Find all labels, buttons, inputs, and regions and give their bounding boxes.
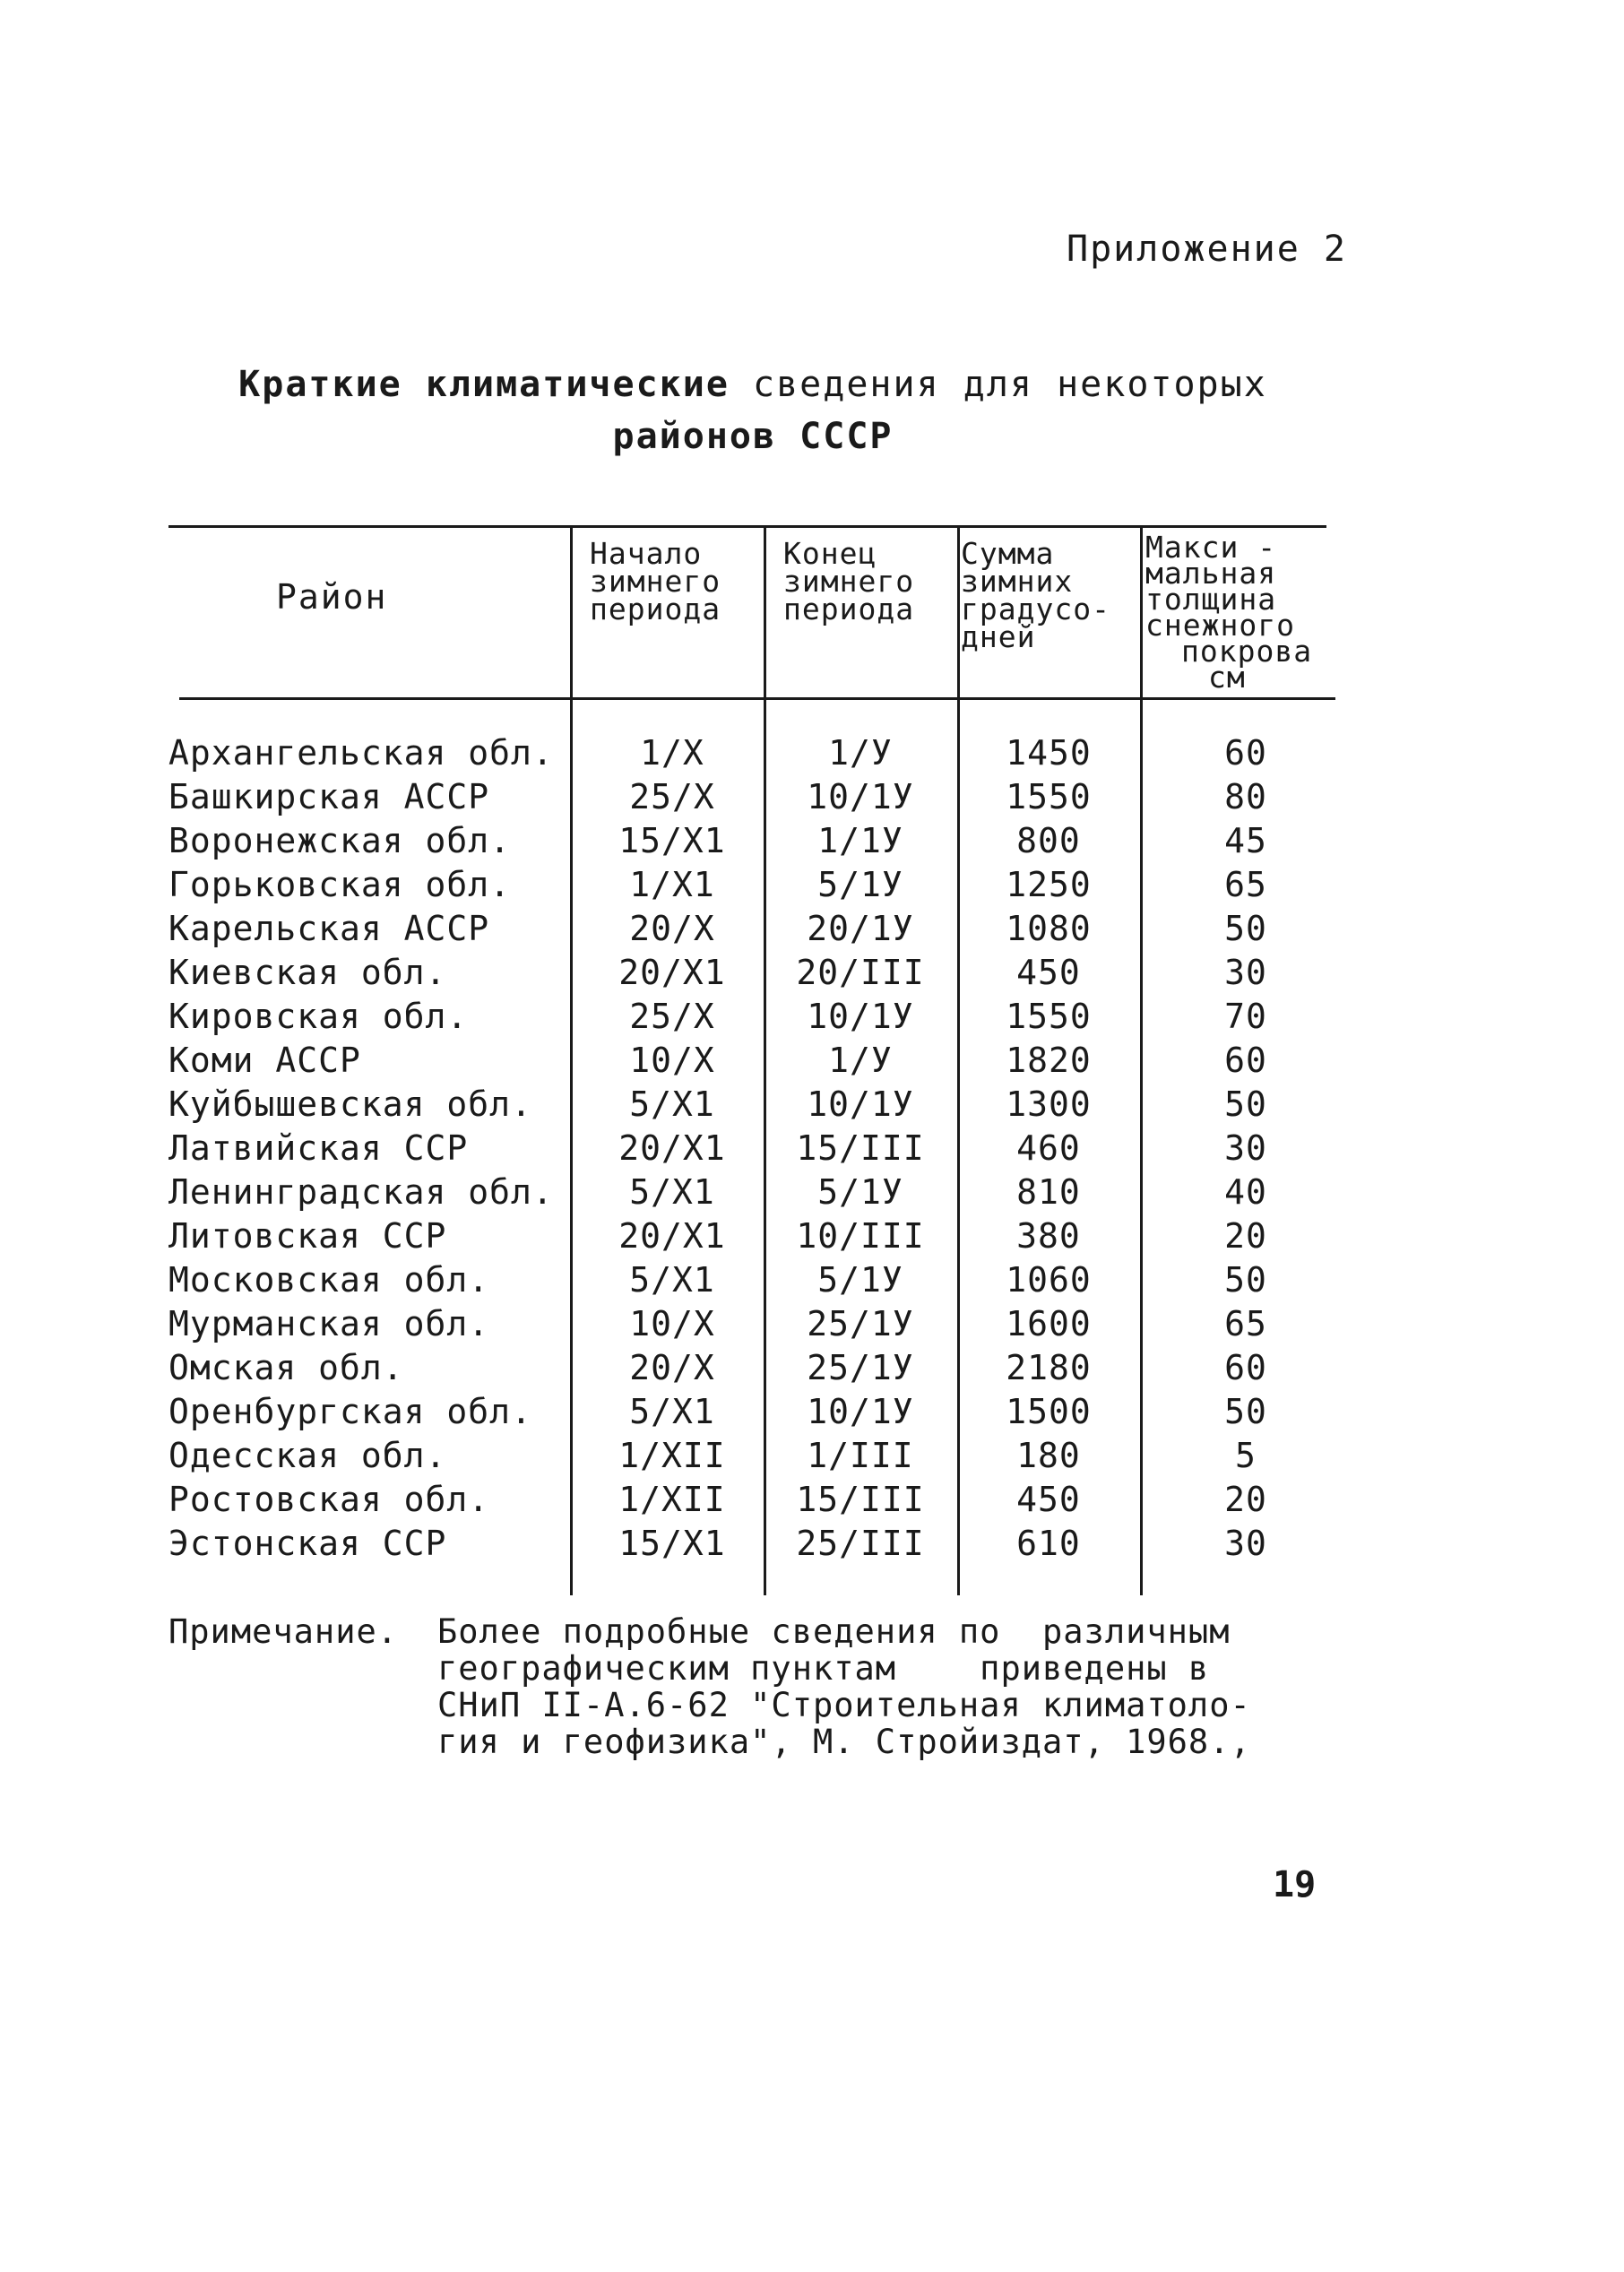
cell-end: 25/1У [807, 1304, 914, 1343]
cell-sum: 1550 [1006, 777, 1092, 816]
cell-snow: 70 [1224, 997, 1267, 1036]
table-row [0, 1260, 1624, 1305]
header-sum [961, 536, 1110, 654]
cell-start: 1/ХII [618, 1480, 726, 1519]
note-line: гия и геофизика", М. Стройиздат, 1968., [437, 1723, 1251, 1761]
cell-end: 25/1У [807, 1348, 914, 1387]
cell-snow: 60 [1224, 1041, 1267, 1080]
table-row [0, 1436, 1624, 1481]
cell-end: 15/III [796, 1128, 925, 1168]
cell-sum: 1080 [1006, 909, 1092, 948]
cell-region: Омская обл. [168, 1348, 404, 1387]
cell-sum: 1820 [1006, 1041, 1092, 1080]
cell-end: 15/III [796, 1480, 925, 1519]
cell-end: 25/III [796, 1524, 925, 1563]
cell-region: Кировская обл. [168, 997, 469, 1036]
cell-end: 10/1У [807, 777, 914, 816]
table-row [0, 865, 1624, 910]
header-sum-line: Сумма [961, 536, 1055, 571]
header-end-line: периода [783, 592, 915, 626]
cell-region: Башкирская АССР [168, 777, 490, 816]
table-header-rule [179, 697, 1335, 700]
cell-end: 10/III [796, 1216, 925, 1256]
table-row [0, 1392, 1624, 1437]
header-snow-line: Макси - [1145, 530, 1277, 565]
table-row [0, 953, 1624, 998]
cell-start: 5/Х1 [629, 1172, 715, 1212]
note-line: географическим пунктам приведены в [437, 1649, 1210, 1688]
cell-region: Латвийская ССР [168, 1128, 469, 1168]
cell-region: Куйбышевская обл. [168, 1084, 532, 1124]
cell-end: 10/1У [807, 997, 914, 1036]
header-region: Район [276, 577, 388, 617]
header-end [783, 536, 915, 626]
header-snow-line: см [1208, 660, 1246, 695]
cell-snow: 50 [1224, 1392, 1267, 1431]
cell-region: Ростовская обл. [168, 1480, 490, 1519]
header-snow-line: снежного [1145, 608, 1295, 643]
cell-sum: 1250 [1006, 865, 1092, 904]
header-start-line: Начало [590, 536, 703, 571]
header-snow-line: толщина [1145, 582, 1277, 617]
header-sum-line: дней [961, 619, 1036, 654]
cell-sum: 1060 [1006, 1260, 1092, 1300]
cell-snow: 80 [1224, 777, 1267, 816]
table-row [0, 1172, 1624, 1217]
table-row [0, 1128, 1624, 1173]
cell-region: Воронежская обл. [168, 821, 512, 860]
cell-start: 10/Х [629, 1304, 715, 1343]
table-row [0, 1524, 1624, 1568]
note-line: Более подробные сведения по различным [437, 1612, 1231, 1651]
page-number: 19 [1273, 1864, 1317, 1905]
note-text [437, 1613, 1251, 1760]
cell-sum: 810 [1016, 1172, 1081, 1212]
cell-end: 1/III [807, 1436, 914, 1475]
table-row [0, 1084, 1624, 1129]
cell-region: Киевская обл. [168, 953, 447, 992]
cell-sum: 180 [1016, 1436, 1081, 1475]
table-row [0, 1041, 1624, 1085]
cell-region: Ленинградская обл. [168, 1172, 554, 1212]
header-snow [1145, 530, 1313, 695]
table-row [0, 1480, 1624, 1525]
header-start [590, 536, 721, 626]
note-line: СНиП II-А.6-62 "Строительная климатоло- [437, 1686, 1251, 1724]
cell-start: 1/Х [640, 733, 704, 773]
cell-end: 10/1У [807, 1084, 914, 1124]
cell-end: 10/1У [807, 1392, 914, 1431]
cell-region: Литовская ССР [168, 1216, 447, 1256]
cell-region: Архангельская обл. [168, 733, 554, 773]
cell-start: 20/Х1 [618, 1128, 726, 1168]
cell-start: 1/Х1 [629, 865, 715, 904]
cell-start: 20/Х [629, 1348, 715, 1387]
cell-snow: 50 [1224, 1084, 1267, 1124]
table-row [0, 733, 1624, 778]
table-row [0, 777, 1624, 822]
cell-start: 25/Х [629, 997, 715, 1036]
header-snow-line: покрова [1181, 634, 1313, 669]
title-line-2-text: районов СССР [612, 416, 894, 457]
cell-sum: 450 [1016, 953, 1081, 992]
table-top-rule [168, 525, 1326, 528]
cell-end: 20/1У [807, 909, 914, 948]
note-label: Примечание. [168, 1612, 399, 1651]
cell-snow: 65 [1224, 865, 1267, 904]
cell-sum: 610 [1016, 1524, 1081, 1563]
cell-region: Горьковская обл. [168, 865, 512, 904]
cell-snow: 60 [1224, 733, 1267, 773]
cell-start: 5/Х1 [629, 1084, 715, 1124]
cell-end: 5/1У [817, 1260, 903, 1300]
cell-end: 20/III [796, 953, 925, 992]
header-start-line: зимнего [590, 564, 721, 599]
cell-snow: 45 [1224, 821, 1267, 860]
cell-sum: 800 [1016, 821, 1081, 860]
cell-snow: 30 [1224, 1524, 1267, 1563]
header-snow-line: мальная [1145, 556, 1277, 591]
cell-snow: 30 [1224, 1128, 1267, 1168]
cell-start: 15/Х1 [618, 1524, 726, 1563]
cell-snow: 20 [1224, 1216, 1267, 1256]
cell-end: 1/1У [817, 821, 903, 860]
cell-end: 5/1У [817, 865, 903, 904]
table-row [0, 821, 1624, 866]
cell-region: Оренбургская обл. [168, 1392, 532, 1431]
table-row [0, 997, 1624, 1041]
table-row [0, 909, 1624, 954]
cell-start: 1/ХII [618, 1436, 726, 1475]
cell-start: 20/Х1 [618, 1216, 726, 1256]
cell-start: 20/Х [629, 909, 715, 948]
cell-snow: 5 [1235, 1436, 1257, 1475]
cell-region: Московская обл. [168, 1260, 490, 1300]
header-end-line: зимнего [783, 564, 915, 599]
cell-region: Эстонская ССР [168, 1524, 447, 1563]
title-line-2 [170, 410, 1335, 462]
cell-snow: 50 [1224, 1260, 1267, 1300]
title-line-1 [170, 359, 1335, 410]
cell-region: Карельская АССР [168, 909, 490, 948]
cell-sum: 1550 [1006, 997, 1092, 1036]
appendix-label: Приложение 2 [1067, 229, 1347, 270]
cell-snow: 65 [1224, 1304, 1267, 1343]
header-end-line: Конец [783, 536, 877, 571]
table-row [0, 1216, 1624, 1261]
cell-sum: 380 [1016, 1216, 1081, 1256]
table-row [0, 1304, 1624, 1349]
cell-end: 1/У [828, 733, 893, 773]
cell-region: Мурманская обл. [168, 1304, 490, 1343]
cell-end: 1/У [828, 1041, 893, 1080]
cell-snow: 40 [1224, 1172, 1267, 1212]
header-sum-line: градусо- [961, 592, 1110, 626]
cell-sum: 1600 [1006, 1304, 1092, 1343]
cell-start: 5/Х1 [629, 1260, 715, 1300]
cell-start: 25/Х [629, 777, 715, 816]
cell-sum: 460 [1016, 1128, 1081, 1168]
header-start-line: периода [590, 592, 721, 626]
header-sum-line: зимних [961, 564, 1074, 599]
cell-sum: 1500 [1006, 1392, 1092, 1431]
title-bold: Краткие климатические [238, 364, 730, 405]
cell-end: 5/1У [817, 1172, 903, 1212]
title-rest: сведения для некоторых [753, 364, 1267, 405]
cell-start: 10/Х [629, 1041, 715, 1080]
cell-sum: 1450 [1006, 733, 1092, 773]
cell-sum: 2180 [1006, 1348, 1092, 1387]
cell-start: 20/Х1 [618, 953, 726, 992]
cell-region: Коми АССР [168, 1041, 361, 1080]
cell-snow: 20 [1224, 1480, 1267, 1519]
cell-sum: 450 [1016, 1480, 1081, 1519]
cell-snow: 50 [1224, 909, 1267, 948]
cell-snow: 60 [1224, 1348, 1267, 1387]
cell-region: Одесская обл. [168, 1436, 447, 1475]
cell-sum: 1300 [1006, 1084, 1092, 1124]
cell-snow: 30 [1224, 953, 1267, 992]
table-row [0, 1348, 1624, 1393]
cell-start: 5/Х1 [629, 1392, 715, 1431]
cell-start: 15/Х1 [618, 821, 726, 860]
